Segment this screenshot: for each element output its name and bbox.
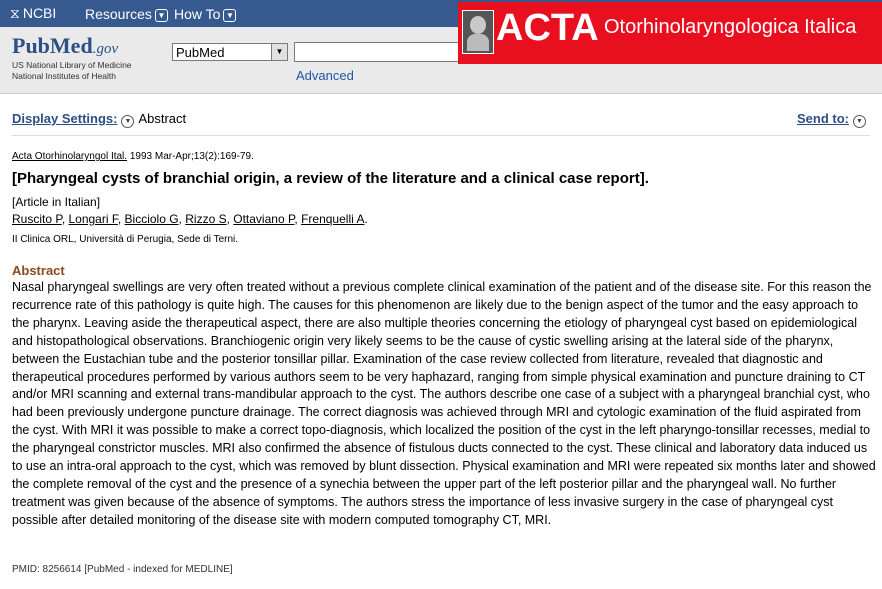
logo-med: Med — [49, 33, 93, 58]
how-to-menu[interactable] — [174, 6, 236, 22]
journal-banner-subtitle: Otorhinolaryngologica Italica — [604, 16, 857, 38]
portrait-head — [470, 16, 486, 34]
citation — [12, 151, 254, 162]
citation-details: 1993 Mar-Apr;13(2):169-79. — [127, 151, 254, 162]
logo-gov: .gov — [92, 41, 119, 57]
author-link[interactable]: Ruscito P — [12, 212, 62, 226]
database-select-value: PubMed — [176, 45, 225, 60]
logo-subtitle-nlm: US National Library of Medicine — [12, 60, 132, 70]
logo-pub: Pub — [12, 33, 50, 58]
database-select[interactable] — [172, 43, 288, 61]
resources-menu[interactable] — [85, 6, 168, 22]
divider — [12, 135, 870, 136]
display-settings — [12, 111, 186, 128]
pmid-line: PMID: 8256614 [PubMed - indexed for MEDLINE] — [12, 564, 233, 575]
ncbi-home-link[interactable] — [10, 5, 56, 22]
display-settings-value: Abstract — [138, 111, 187, 126]
abstract-text: Nasal pharyngeal swellings are very often treated without a previous complete clinical examination of the patient and of the disease site. For this reason the recurrence rate of this pathology is quite high. The causes for this phenomenon are likely due to the benign aspect of the tumor and the easy approach to the pharynx. Leaving aside the therapeutical aspect, there are also multiple theories concerning the etiology of pharyngeal cyst based on epidemiological and histopathological observations. Branchiogenic origin very likely seems to be the cause of cystic swelling arising at the lateral side of the pharynx, between the Eustachian tube and the posterior tonsillar pillar. Examination of the case review collected from literature, revealed that diagnostic and therapeutical procedures performed by various authors seem to be very haphazard, ranging from simple physical examination and puncture draining to CT and/or MRI scanning and external trans-mandibular approach to the cyst. The authors describe one case of a subject with a pharyngeal branchial cyst, who had been previously undergone puncture drainage. The correct diagnosis was achieved through MRI and cytologic examination of the fluid aspirated from the cyst. With MRI it was possible to make a correct topo-diagnosis, which localized the position of the cyst in the left pharyngo-tonsillar recesses, medial to the pharyngeal constrictor muscles. MRI also confirmed the absence of fistulous ducts connected to the cyst. These clinical and laboratory data induced us to use an intra-oral approach to the cyst, which was removed by blunt dissection. Physical examination and MRI were repeated six months later and showed the complete removal of the cyst and the presence of a synechia between the upper part of the left posterior pillar and the pharyngeal wall. No further treatment was given because of the absence of symptoms. The authors stress the importance of less invasive surgery in the case of pharyngeal cyst possible after detailed monitoring of the disease site with modern computed tomography CT, MRI. — [12, 280, 876, 527]
journal-portrait-image — [462, 10, 494, 54]
article-language: [Article in Italian] — [12, 195, 101, 209]
send-to — [797, 111, 870, 128]
send-to-link[interactable]: Send to: — [797, 111, 849, 126]
author-link[interactable]: Frenquelli A — [301, 212, 365, 226]
resources-menu-label: Resources — [85, 6, 152, 22]
chevron-down-icon[interactable]: ▼ — [853, 115, 866, 128]
dropdown-arrow-icon: ▼ — [271, 44, 287, 60]
pubmed-logo[interactable] — [12, 33, 132, 81]
logo-subtitle-nih: National Institutes of Health — [12, 71, 116, 81]
chevron-down-icon: ▼ — [155, 9, 168, 22]
search-input[interactable] — [294, 42, 464, 62]
journal-link[interactable]: Acta Otorhinolaryngol Ital. — [12, 151, 128, 162]
journal-banner-title: ACTA — [496, 7, 599, 49]
author-link[interactable]: Ottaviano P — [233, 212, 295, 226]
author-link[interactable]: Rizzo S — [185, 212, 227, 226]
affiliation: II Clinica ORL, Università di Perugia, Sede di Terni. — [12, 234, 239, 245]
advanced-search-link[interactable]: Advanced — [296, 68, 354, 83]
chevron-down-icon[interactable]: ▼ — [121, 115, 134, 128]
ncbi-logo-icon: ⧖ — [10, 5, 20, 21]
journal-banner[interactable] — [458, 2, 882, 64]
article-title: [Pharyngeal cysts of branchial origin, a review of the literature and a clinical case report]. — [12, 170, 649, 187]
ncbi-brand: NCBI — [22, 5, 57, 21]
abstract-heading: Abstract — [12, 263, 65, 278]
portrait-body — [467, 34, 489, 51]
how-to-menu-label: How To — [174, 6, 221, 22]
author-link[interactable]: Longari F — [68, 212, 118, 226]
display-settings-link[interactable]: Display Settings: — [12, 111, 118, 126]
author-list: Ruscito P, Longari F, Bicciolo G, Rizzo S, Ottaviano P, Frenquelli A. — [12, 212, 368, 226]
chevron-down-icon: ▼ — [223, 9, 236, 22]
author-link[interactable]: Bicciolo G — [124, 212, 179, 226]
